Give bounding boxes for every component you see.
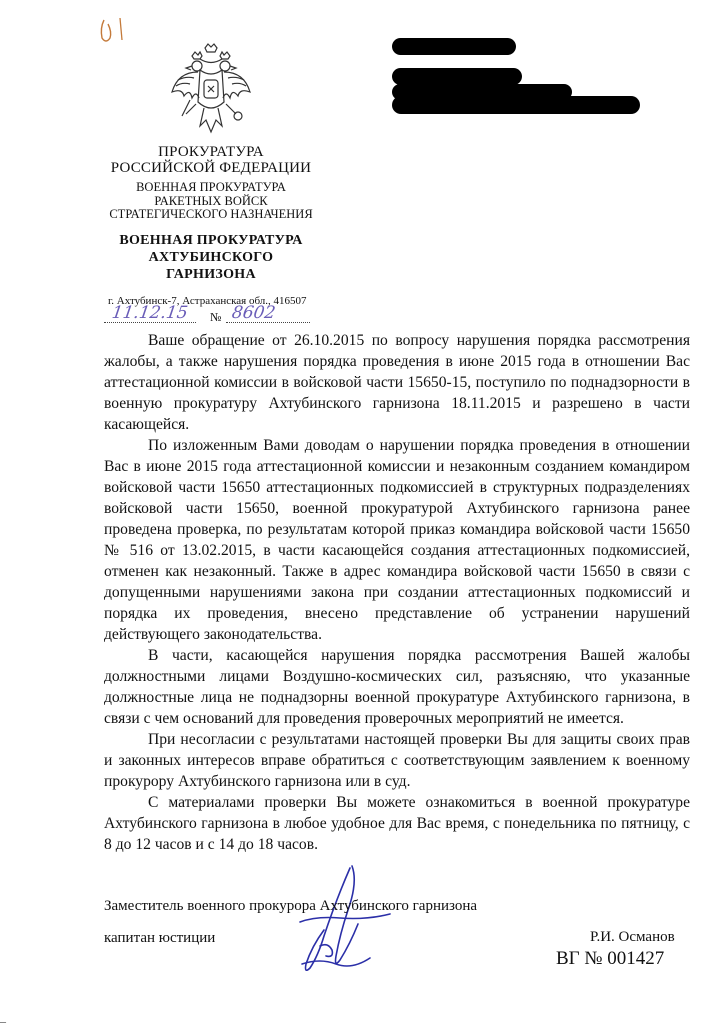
registration-number: 8602 <box>230 303 277 323</box>
double-headed-eagle-icon <box>168 42 254 140</box>
number-underline <box>226 322 310 323</box>
body-paragraph-1: Ваше обращение от 26.10.2015 по вопросу нарушения порядка рассмотрения жалобы, а также нарушения порядка проведения в июне 2015 года в отношении Вас аттестационной комиссии в войсковой части 15650-15, поступило по поднадзорности в военную прокуратуру Ахтубинского гарнизона 18.11.2015 и разрешено в части касающейся. <box>104 332 690 433</box>
body-paragraph-2: По изложенным Вами доводам о нарушении порядка проведения в отношении Вас в июне 2015 года аттестационной комиссии и незаконным созданием командиром войсковой части 15650 аттестационных подкомиссией в структурных подразделениях войсковой части 15650, военной прокуратурой Ахтубинского гарнизона ранее проведена проверка, по результатам которой приказ командира войсковой части 15650 № 516 от 13.02.2015, в части касающейся создания аттестационных подкомиссией, отменен как незаконный. Также в адрес командира войсковой части 15650 в связи с допущенными нарушениями закона при создании аттестационных подкомиссий и порядка их проведения, внесено представление об устранении нарушений действующего законодательства. <box>104 437 690 643</box>
office-heading <box>100 232 322 283</box>
date-underline <box>104 322 196 323</box>
sub-line-1: ВОЕННАЯ ПРОКУРАТУРА <box>136 180 286 194</box>
registration-line <box>104 303 312 324</box>
office-address: г. Ахтубинск-7, Астраханская обл., 416507 <box>108 295 307 307</box>
office-line-3: ГАРНИЗОНА <box>166 267 256 282</box>
signatory-title: Заместитель военного прокурора Ахтубинского гарнизона <box>104 898 478 914</box>
form-serial-number: ВГ № 001427 <box>556 948 665 969</box>
body-paragraph-4: При несогласии с результатами настоящей проверки Вы для защиты своих прав и законных интересов вправе обратиться с соответствующим заявлением к военному прокурору Ахтубинского гарнизона или в суд. <box>104 731 690 790</box>
office-line-2: АХТУБИНСКОГО <box>148 250 274 265</box>
registration-number-label: № <box>210 310 222 324</box>
signatory-rank: капитан юстиции <box>104 930 216 946</box>
registration-date: 11.12.15 <box>110 303 190 323</box>
agency-line-1: ПРОКУРАТУРА <box>158 144 264 160</box>
office-line-1: ВОЕННАЯ ПРОКУРАТУРА <box>119 233 303 248</box>
sub-line-3: СТРАТЕГИЧЕСКОГО НАЗНАЧЕНИЯ <box>109 207 313 221</box>
corner-handwritten-mark <box>96 14 136 48</box>
body-paragraph-3: В части, касающейся нарушения порядка рассмотрения Вашей жалобы должностными лицами Воздушно-космических сил, разъясняю, что указанные должностные лица не поднадзорны военной прокуратуре Ахтубинского гарнизона, в связи с чем оснований для проведения проверочных мероприятий не имеется. <box>104 647 690 727</box>
signatory-name: Р.И. Османов <box>590 929 675 945</box>
letter-body <box>104 330 690 855</box>
body-paragraph-5: С материалами проверки Вы можете ознакомиться в военной прокуратуре Ахтубинского гарнизона в любое удобное для Вас время, с понедельника по пятницу, с 8 до 12 часов и с 14 до 18 часов. <box>104 794 690 853</box>
agency-line-2: РОССИЙСКОЙ ФЕДЕРАЦИИ <box>110 160 312 176</box>
edge-mark: – <box>0 1014 6 1028</box>
sub-agency-heading <box>100 181 322 222</box>
handwritten-signature <box>280 860 400 980</box>
sub-line-2: РАКЕТНЫХ ВОЙСК <box>154 193 268 208</box>
agency-heading <box>100 144 322 176</box>
